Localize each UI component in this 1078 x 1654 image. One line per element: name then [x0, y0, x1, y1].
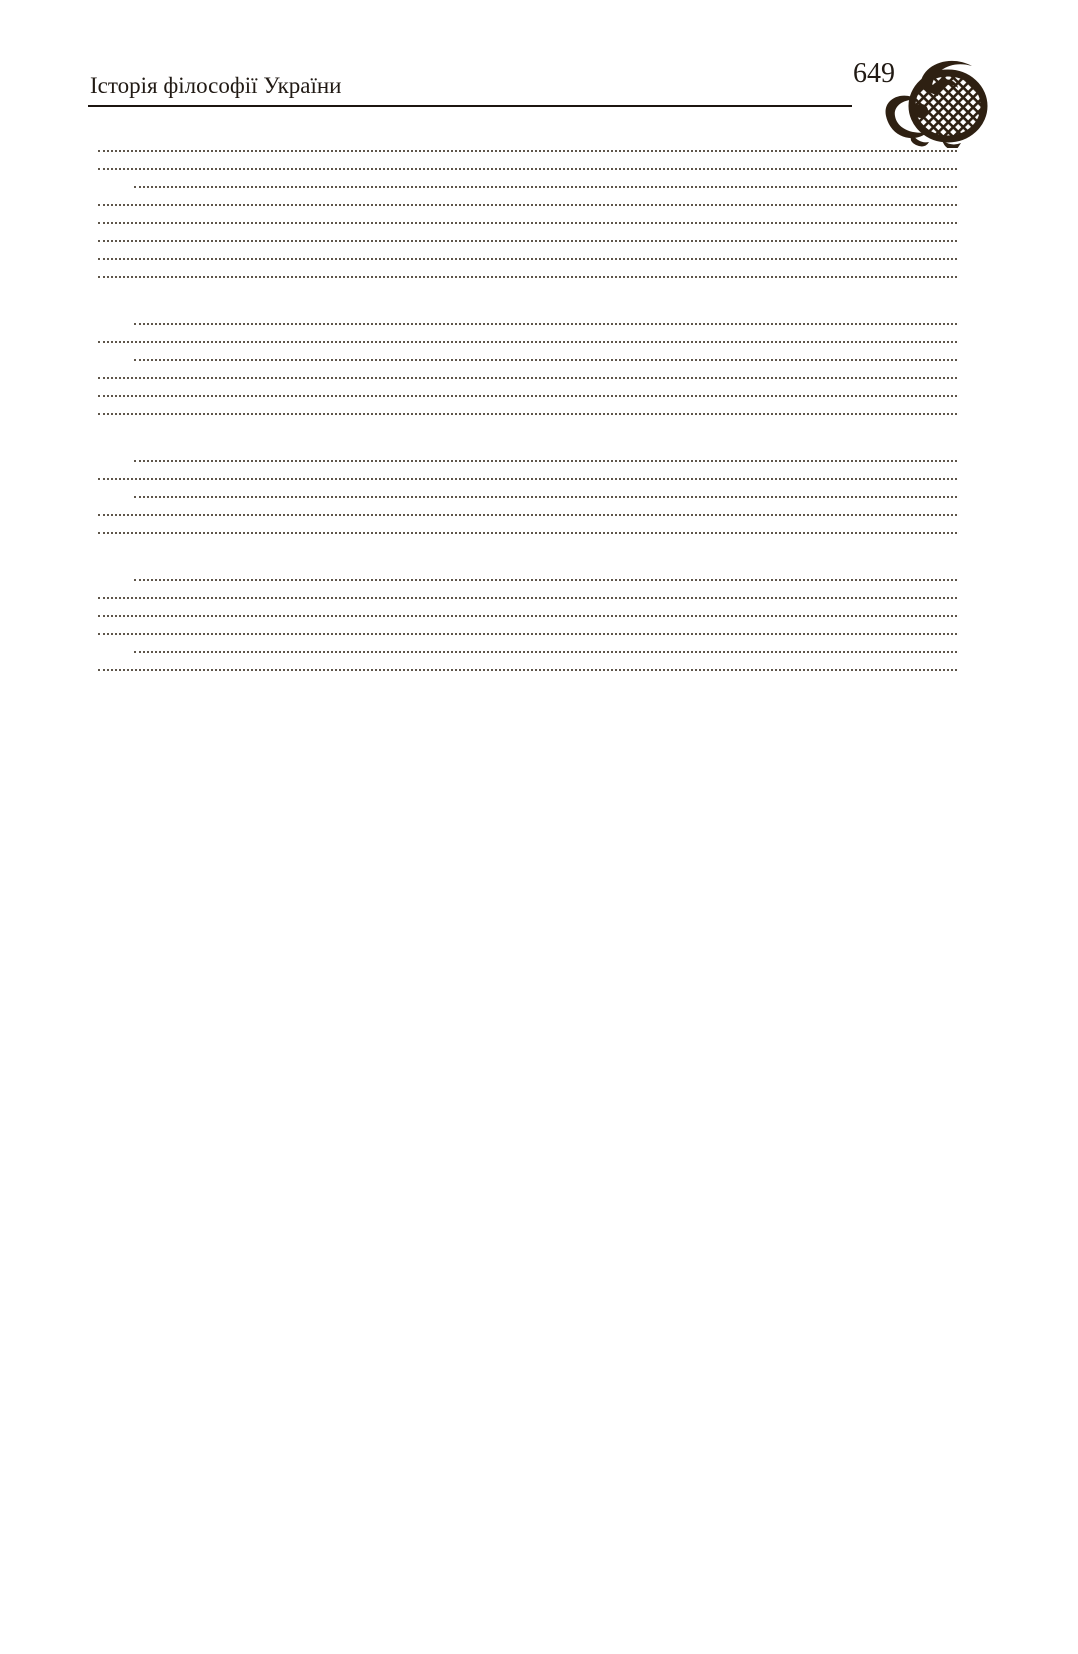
- leader-dots: [134, 579, 957, 581]
- toc-entry: [90, 651, 960, 658]
- toc-entry: [90, 615, 960, 622]
- toc-entry: [90, 258, 960, 265]
- toc-entry-line: [90, 633, 960, 640]
- toc-entry: [90, 222, 960, 229]
- leader-dots: [134, 651, 957, 653]
- toc-section: [90, 323, 960, 420]
- toc-entry-line: [90, 204, 960, 211]
- toc-entry-line: [90, 240, 960, 247]
- leader-dots: [98, 532, 957, 534]
- leader-dots: [98, 669, 957, 671]
- toc-entry: [90, 597, 960, 604]
- toc-entry: [90, 633, 960, 640]
- leader-dots: [98, 150, 957, 152]
- toc-section-title: [90, 323, 960, 330]
- toc-entry: [90, 168, 960, 175]
- toc-title-line: [90, 150, 960, 157]
- leader-dots: [98, 240, 957, 242]
- leader-dots: [98, 204, 957, 206]
- leader-dots: [98, 168, 957, 170]
- toc-entry-line: [90, 168, 960, 175]
- leader-dots: [134, 359, 957, 361]
- toc-entry-line: [90, 597, 960, 604]
- toc-entry: [90, 395, 960, 402]
- leader-dots: [134, 496, 957, 498]
- toc-entry-line: [90, 496, 960, 503]
- toc-entry: [90, 359, 960, 366]
- toc-entry: [90, 413, 960, 420]
- toc-section: [90, 150, 960, 283]
- leader-dots: [98, 514, 957, 516]
- toc-entry: [90, 377, 960, 384]
- toc-entry-line: [90, 395, 960, 402]
- running-header: Історія філософії України: [90, 73, 342, 98]
- leader-dots: [98, 615, 957, 617]
- toc-title-line: [90, 460, 960, 467]
- table-of-contents: [90, 150, 960, 676]
- leader-dots: [134, 186, 957, 188]
- leader-dots: [98, 341, 957, 343]
- toc-section-title: [90, 150, 960, 157]
- leader-dots: [98, 258, 957, 260]
- toc-section-title: [90, 579, 960, 586]
- toc-entry-line: [90, 276, 960, 283]
- toc-entry: [90, 186, 960, 193]
- leader-dots: [98, 222, 957, 224]
- leader-dots: [134, 460, 957, 462]
- toc-entry-line: [90, 669, 960, 676]
- toc-entry-line: [90, 413, 960, 420]
- leader-dots: [98, 597, 957, 599]
- toc-section: [90, 579, 960, 676]
- toc-entry-line: [90, 615, 960, 622]
- toc-section-title: [90, 460, 960, 467]
- toc-entry-line: [90, 377, 960, 384]
- leader-dots: [134, 323, 957, 325]
- toc-entry-line: [90, 532, 960, 539]
- leader-dots: [98, 377, 957, 379]
- toc-entry-line: [90, 341, 960, 348]
- toc-entry: [90, 240, 960, 247]
- toc-entry: [90, 514, 960, 521]
- floral-ornament-icon: [884, 56, 988, 148]
- toc-entry-line: [90, 651, 960, 658]
- toc-entry: [90, 478, 960, 485]
- toc-entry: [90, 276, 960, 283]
- toc-entry: [90, 669, 960, 676]
- toc-entry: [90, 532, 960, 539]
- leader-dots: [98, 276, 957, 278]
- header-rule: [88, 105, 852, 107]
- toc-title-line: [90, 323, 960, 330]
- toc-entry: [90, 341, 960, 348]
- leader-dots: [98, 478, 957, 480]
- toc-entry-line: [90, 258, 960, 265]
- toc-entry: [90, 204, 960, 211]
- toc-entry-line: [90, 514, 960, 521]
- leader-dots: [98, 633, 957, 635]
- toc-entry-line: [90, 222, 960, 229]
- toc-entry: [90, 496, 960, 503]
- leader-dots: [98, 395, 957, 397]
- header-page-number: 649: [853, 58, 895, 89]
- toc-entry-line: [90, 186, 960, 193]
- leader-dots: [98, 413, 957, 415]
- toc-title-line: [90, 579, 960, 586]
- toc-section: [90, 460, 960, 539]
- toc-entry-line: [90, 359, 960, 366]
- toc-entry-line: [90, 478, 960, 485]
